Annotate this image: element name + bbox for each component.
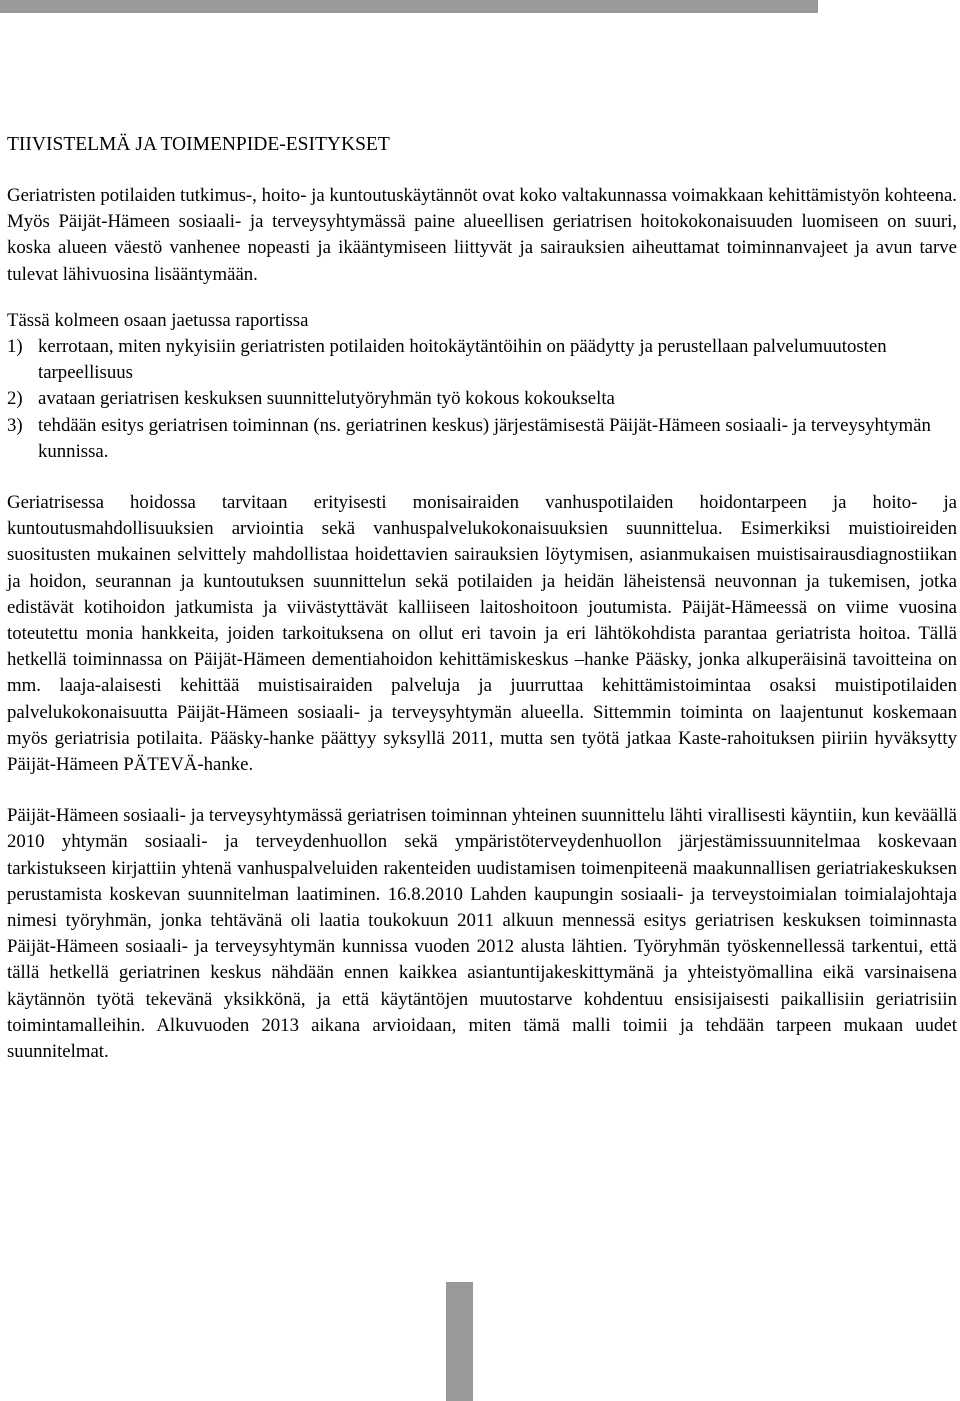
document-page [7, 132, 957, 1065]
body-paragraph-planning: Päijät-Hämeen sosiaali- ja terveysyhtymässä geriatrisen toiminnan yhteinen suunnittelu lähti virallisesti käyntiin, kun keväällä 2010 yhtymän sosiaali- ja terveydenhuollon sekä ympäristöterveydenhuollon järjestämissuunnitelmaa koskevaan tarkistukseen kirjattiin yhtenä vanhuspalveluiden rakenteiden uudistamisen toimenpiteenä maakunnallisen geriatriakeskuksen perustamista koskevan suunnitelman laatiminen. 16.8.2010 Lahden kaupungin sosiaali- ja terveystoimialan toimialajohtaja nimesi työryhmän, jonka tehtävänä oli laatia toukokuun 2011 alkuun mennessä esitys geriatrisen keskuksen toiminnasta Päijät-Hämeen sosiaali- ja terveysyhtymän kunnissa vuoden 2012 alusta lähtien. Työryhmän työskennellessä tarkentui, että tällä hetkellä geriatrinen keskus nähdään ennen kaikkea asiantuntijakeskittymänä ja yhteistyömallina eikä varsinaisena käytännön työtä tekevänä yksikkönä, ja että käytäntöjen muutostarve kohdentuu ensisijaisesti paikallisiin geriatrisiin toimintamalleihin. Alkuvuoden 2013 aikana arvioidaan, miten tämä malli toimii ja tehdään tarpeen mukaan uudet suunnitelmat. [7, 805, 957, 1063]
document-heading: TIIVISTELMÄ JA TOIMENPIDE-ESITYKSET [7, 134, 390, 155]
list-item-text: tehdään esitys geriatrisen toiminnan (ns. geriatrinen keskus) järjestämisestä Päijät-Hämeen sosiaali- ja terveysyhtymän kunnissa. [38, 414, 931, 462]
list-item-text: avataan geriatrisen keskuksen suunnittelutyöryhmän työ kokous kokoukselta [38, 388, 615, 410]
list-item [7, 413, 957, 465]
list-item-number: 3) [7, 414, 23, 436]
list-lead-paragraph: Tässä kolmeen osaan jaetussa raportissa [7, 309, 309, 331]
list-item [7, 334, 957, 386]
list-item-text: kerrotaan, miten nykyisiin geriatristen potilaiden hoitokäytäntöihin on päädytty ja perustellaan palvelumuutosten tarpeellisuus [38, 336, 887, 384]
report-parts-list [7, 334, 957, 465]
list-item-number: 2) [7, 388, 23, 410]
list-item [7, 386, 957, 412]
list-item-number: 1) [7, 336, 23, 358]
page-top-bar [0, 0, 818, 13]
intro-paragraph: Geriatristen potilaiden tutkimus-, hoito- ja kuntoutuskäytännöt ovat koko valtakunnassa voimakkaan kehittämistyön kohteena. Myös Päijät-Hämeen sosiaali- ja terveysyhtymässä paine alueellisen geriatrisen hoitokokonaisuuden luomiseen on suuri, koska alueen väestö vanhenee nopeasti ja ikääntymiseen liittyvät ja sairauksien aiheuttamat toiminnanvajeet ja avun tarve tulevat lähivuosina lisääntymään. [7, 185, 957, 285]
page-bottom-marker [446, 1282, 473, 1401]
body-paragraph-geriatric-care: Geriatrisessa hoidossa tarvitaan erityisesti monisairaiden vanhuspotilaiden hoidontarpeen ja hoito- ja kuntoutusmahdollisuuksien arviointia sekä vanhuspalvelukokonaisuuksien suunnittelua. Esimerkiksi muistioireiden suositusten mukainen selvittely mahdollistaa hoidettavien sairauksien löytymisen, asianmukaisen muistisairausdiagnostiikan ja hoidon, seurannan ja kuntoutuksen suunnittelun sekä potilaiden ja heidän läheistensä neuvonnan ja tukemisen, jotka edistävät kotihoidon jatkumista ja viivästyttävät kalliiseen laitoshoitoon joutumista. Päijät-Hämeessä on viime vuosina toteutettu monia hankkeita, joiden tarkoituksena on ollut eri tavoin ja eri lähtökohdista parantaa geriatrista hoitoa. Tällä hetkellä toiminnassa on Päijät-Hämeen dementiahoidon kehittämiskeskus –hanke Pääsky, jonka alkuperäisinä tavoitteina on mm. laaja-alaisesti kehittää muistisairaiden palveluja ja juurruttaa kehittämistoimintaa osaksi muistipotilaiden palvelukokonaisuutta Päijät-Hämeen sosiaali- ja terveysyhtymän alueella. Sittemmin toiminta on laajentunut koskemaan myös geriatrisia potilaita. Pääsky-hanke päättyy syksyllä 2011, mutta sen työtä jatkaa Kaste-rahoituksen piiriin hyväksytty Päijät-Hämeen PÄTEVÄ-hanke. [7, 492, 957, 776]
